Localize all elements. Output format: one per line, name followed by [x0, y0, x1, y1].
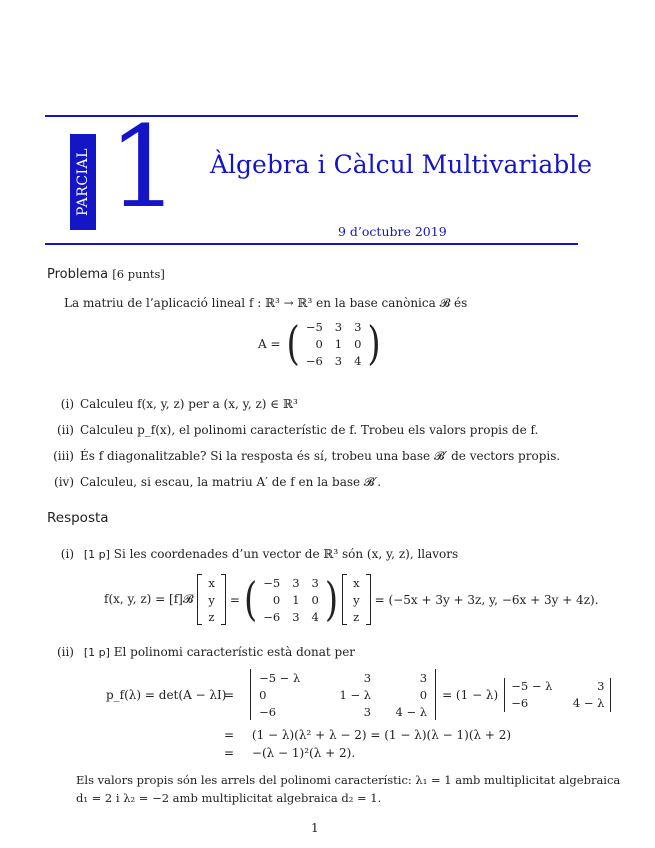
matrix-cell: 3: [334, 319, 343, 334]
matrix-row: [257, 574, 325, 591]
conclusion-line2: d₁ = 2 i λ₂ = −2 amb multiplicitat algebraica d₂ = 1.: [76, 791, 382, 805]
matrix-A-block: [258, 318, 381, 369]
matrix-cell: 3: [334, 353, 343, 368]
det-3x3: [250, 669, 436, 720]
matrix-cell: 3: [292, 575, 300, 590]
answer-part1-text: [48, 547, 458, 561]
char-poly-lhs: p_f(λ) = det(A − λI): [106, 687, 227, 702]
vector-xyz-2: [342, 574, 371, 625]
char-poly-line2-expr: (1 − λ)(λ² + λ − 2) = (1 − λ)(λ − 1)(λ + 2): [251, 728, 512, 742]
matrix-cell: 3: [354, 319, 362, 334]
right-det-bar: [610, 678, 611, 712]
answer-part1-points: [1 p]: [83, 548, 110, 561]
matrix-cell: z: [353, 609, 360, 624]
matrix-cell: 4: [311, 609, 319, 624]
equals-sign: =: [224, 687, 235, 702]
problem-heading: [47, 267, 165, 282]
matrix-cell: y: [353, 592, 360, 607]
problem-item-text: Calculeu, si escau, la matriu A′ de f en la base 𝓑′.: [80, 475, 382, 489]
equals-sign: =: [229, 592, 240, 607]
big-number: 1: [108, 103, 180, 233]
answer-part2-num: (ii): [56, 645, 74, 659]
matrix-A-answer: [244, 574, 338, 625]
equals-sign: =: [224, 746, 235, 760]
matrix-A: [287, 318, 381, 369]
matrix-cell: z: [208, 609, 215, 624]
problem-item-number: (iv): [54, 475, 74, 489]
problem-item-text: Calculeu p_f(x), el polinomi característic de f. Trobeu els valors propis de f.: [80, 423, 539, 437]
right-paren: ): [324, 572, 339, 627]
char-poly-factor: = (1 − λ): [442, 687, 499, 702]
answer-part2-text: [48, 645, 355, 659]
matrix-cell: 3: [363, 670, 372, 685]
char-poly-line3-expr: −(λ − 1)²(λ + 2).: [251, 746, 356, 760]
matrix-cell: x: [353, 575, 360, 590]
matrix-cell: 0: [272, 592, 281, 607]
matrix-cell: 0: [259, 687, 267, 702]
matrix-A-table: [300, 318, 368, 369]
answer-part1-rhs: = (−5x + 3y + 3z, y, −6x + 3y + 4z).: [374, 592, 599, 607]
char-poly-line3: [224, 746, 355, 760]
matrix-row: [300, 352, 368, 369]
matrix-cell: −6: [511, 696, 529, 710]
bottom-rule: [45, 243, 578, 245]
matrix-row: [300, 318, 368, 335]
matrix-row: [202, 591, 221, 608]
matrix-cell: −6: [305, 353, 323, 368]
sidebar-box: [70, 134, 96, 230]
matrix-cell: −5 − λ: [259, 670, 301, 685]
matrix-cell: −6: [259, 704, 277, 719]
matrix-cell: −5 − λ: [511, 679, 553, 693]
problem-item: [48, 449, 560, 464]
matrix-cell: 4 − λ: [395, 704, 428, 719]
matrix-cell: 3: [597, 679, 605, 693]
answer-part1-lhs: f(x, y, z) = [f]𝓑: [104, 592, 194, 606]
problem-points: [6 punts]: [112, 267, 165, 281]
vector-xyz-table: [347, 574, 366, 625]
det-2x2-table: [505, 678, 610, 712]
left-paren: (: [286, 316, 300, 371]
problem-item: [48, 475, 381, 490]
left-paren: (: [243, 572, 258, 627]
matrix-cell: 3: [311, 575, 319, 590]
equals-sign: =: [224, 728, 235, 742]
vector-xyz-table: [202, 574, 221, 625]
problem-title: Problema: [47, 267, 109, 282]
matrix-row: [347, 574, 366, 591]
matrix-A-lhs: A =: [258, 336, 281, 351]
answer-part1-num: (i): [60, 547, 74, 561]
problem-item-number: (i): [60, 397, 74, 411]
problem-item: [48, 423, 538, 437]
sidebar-label: PARCIAL: [75, 148, 91, 216]
matrix-cell: 3: [419, 670, 428, 685]
matrix-A-answer-table: [257, 574, 325, 625]
conclusion-line1: Els valors propis són les arrels del polinomi característic: λ₁ = 1 amb multiplicitat algebraica: [76, 773, 621, 787]
matrix-row: [251, 703, 435, 720]
matrix-cell: 4: [354, 353, 362, 368]
matrix-cell: 1 − λ: [339, 687, 372, 702]
matrix-cell: 3: [292, 609, 300, 624]
answer-part2-sentence: El polinomi característic està donat per: [113, 645, 356, 659]
matrix-row: [202, 574, 221, 591]
exam-date: 9 d’octubre 2019: [338, 224, 447, 239]
char-poly-line1: [106, 669, 611, 720]
matrix-cell: 1: [334, 336, 343, 351]
matrix-cell: x: [208, 575, 215, 590]
char-poly-line2: [224, 728, 511, 742]
page-title: Àlgebra i Càlcul Multivariable: [210, 150, 593, 179]
problem-item-text: Calculeu f(x, y, z) per a (x, y, z) ∈ ℝ³: [80, 397, 298, 411]
matrix-row: [505, 678, 610, 695]
problem-item-text: És f diagonalitzable? Si la resposta és sí, trobeu una base 𝓑′ de vectors propis.: [80, 449, 561, 463]
matrix-row: [202, 608, 221, 625]
matrix-cell: 0: [315, 336, 323, 351]
answer-part1-sentence: Si les coordenades d’un vector de ℝ³ són (x, y, z), llavors: [113, 547, 459, 561]
matrix-cell: 0: [419, 687, 428, 702]
right-det-bar: [435, 669, 436, 720]
matrix-cell: 0: [354, 336, 362, 351]
matrix-row: [347, 591, 366, 608]
det-2x2: [504, 678, 611, 712]
problem-item: [48, 397, 298, 411]
vector-xyz-1: [197, 574, 226, 625]
matrix-cell: −5: [263, 575, 281, 590]
det-3x3-table: [251, 669, 435, 720]
matrix-row: [347, 608, 366, 625]
answer-part1-equation: [104, 574, 599, 625]
matrix-cell: 0: [311, 592, 319, 607]
matrix-cell: 3: [363, 704, 372, 719]
matrix-row: [257, 591, 325, 608]
matrix-cell: −6: [263, 609, 281, 624]
answer-part2-points: [1 p]: [83, 646, 110, 659]
right-paren: ): [367, 316, 381, 371]
problem-intro: La matriu de l’aplicació lineal f : ℝ³ → ℝ³ en la base canònica 𝓑 és: [64, 296, 468, 310]
matrix-cell: −5: [305, 319, 323, 334]
right-bracket: [366, 574, 371, 625]
matrix-cell: 1: [292, 592, 300, 607]
answer-heading: Resposta: [47, 510, 109, 526]
right-bracket: [221, 574, 226, 625]
matrix-row: [251, 686, 435, 703]
page-number: 1: [311, 821, 319, 835]
matrix-cell: y: [208, 592, 215, 607]
matrix-row: [257, 608, 325, 625]
problem-item-number: (iii): [53, 449, 74, 463]
matrix-row: [505, 695, 610, 712]
problem-item-number: (ii): [56, 423, 74, 437]
matrix-row: [251, 669, 435, 686]
matrix-row: [300, 335, 368, 352]
matrix-cell: 4 − λ: [572, 696, 605, 710]
